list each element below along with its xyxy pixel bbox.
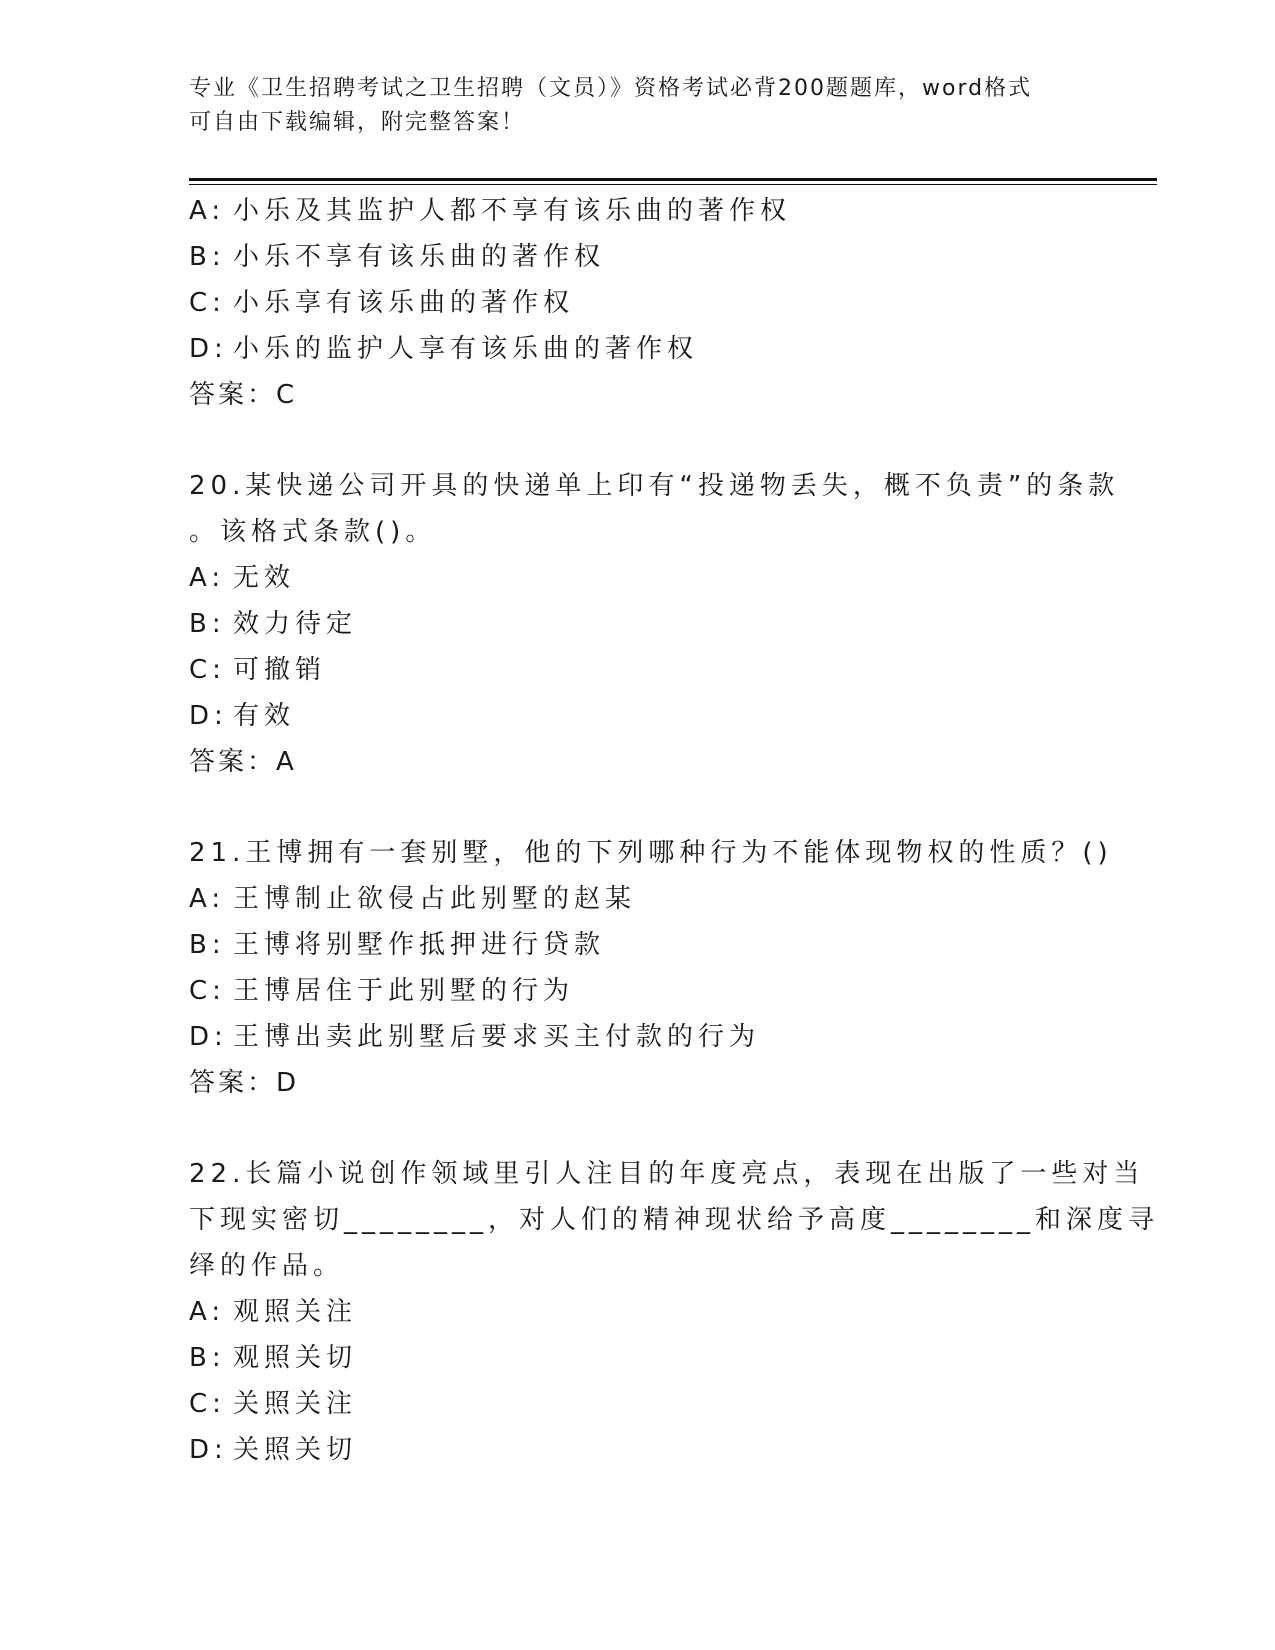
option-c: C: 王博居住于此别墅的行为 (189, 976, 575, 1006)
option-d: D: 有效 (189, 701, 296, 731)
question-stem-line: 22.长篇小说创作领域里引人注目的年度亮点，表现在出版了一些对当 (189, 1159, 1145, 1189)
answer-line: 答案：A (189, 747, 297, 777)
question-stem-line: 20.某快递公司开具的快递单上印有“投递物丢失，概不负责”的条款 (189, 471, 1120, 501)
question-20 (189, 463, 1120, 785)
answer-line: 答案：C (189, 380, 298, 410)
option-d: D: 关照关切 (189, 1435, 358, 1465)
document-header (189, 72, 1069, 140)
option-a: A: 无效 (189, 563, 296, 593)
option-a: A: 小乐及其监护人都不享有该乐曲的著作权 (189, 196, 792, 226)
option-b: B: 小乐不享有该乐曲的著作权 (189, 242, 606, 272)
question-22 (189, 1151, 1160, 1473)
header-rule-thick (189, 178, 1157, 181)
option-c: C: 小乐享有该乐曲的著作权 (189, 288, 575, 318)
header-rule-thin (189, 184, 1157, 185)
question-stem-line: 21.王博拥有一套别墅，他的下列哪种行为不能体现物权的性质？() (189, 838, 1113, 868)
option-c: C: 可撤销 (189, 655, 327, 685)
question-list (189, 188, 1160, 1473)
header-line-1: 专业《卫生招聘考试之卫生招聘（文员）》资格考试必背200题题库，word格式 (189, 76, 1033, 101)
option-a: A: 观照关注 (189, 1297, 358, 1327)
answer-line: 答案：D (189, 1068, 300, 1098)
question-21 (189, 830, 1113, 1106)
option-a: A: 王博制止欲侵占此别墅的赵某 (189, 884, 637, 914)
header-line-2: 可自由下载编辑，附完整答案！ (189, 110, 526, 135)
question-stem-line: 绎的作品。 (189, 1251, 345, 1281)
question-stem-line: 下现实密切________，对人们的精神现状给予高度________和深度寻 (189, 1205, 1160, 1235)
option-b: B: 观照关切 (189, 1343, 358, 1373)
option-b: B: 效力待定 (189, 609, 358, 639)
option-d: D: 小乐的监护人享有该乐曲的著作权 (189, 334, 699, 364)
option-c: C: 关照关注 (189, 1389, 358, 1419)
question-stem-line: 。该格式条款()。 (189, 517, 437, 547)
option-b: B: 王博将别墅作抵押进行贷款 (189, 930, 606, 960)
option-d: D: 王博出卖此别墅后要求买主付款的行为 (189, 1022, 761, 1052)
question-19 (189, 188, 1089, 418)
